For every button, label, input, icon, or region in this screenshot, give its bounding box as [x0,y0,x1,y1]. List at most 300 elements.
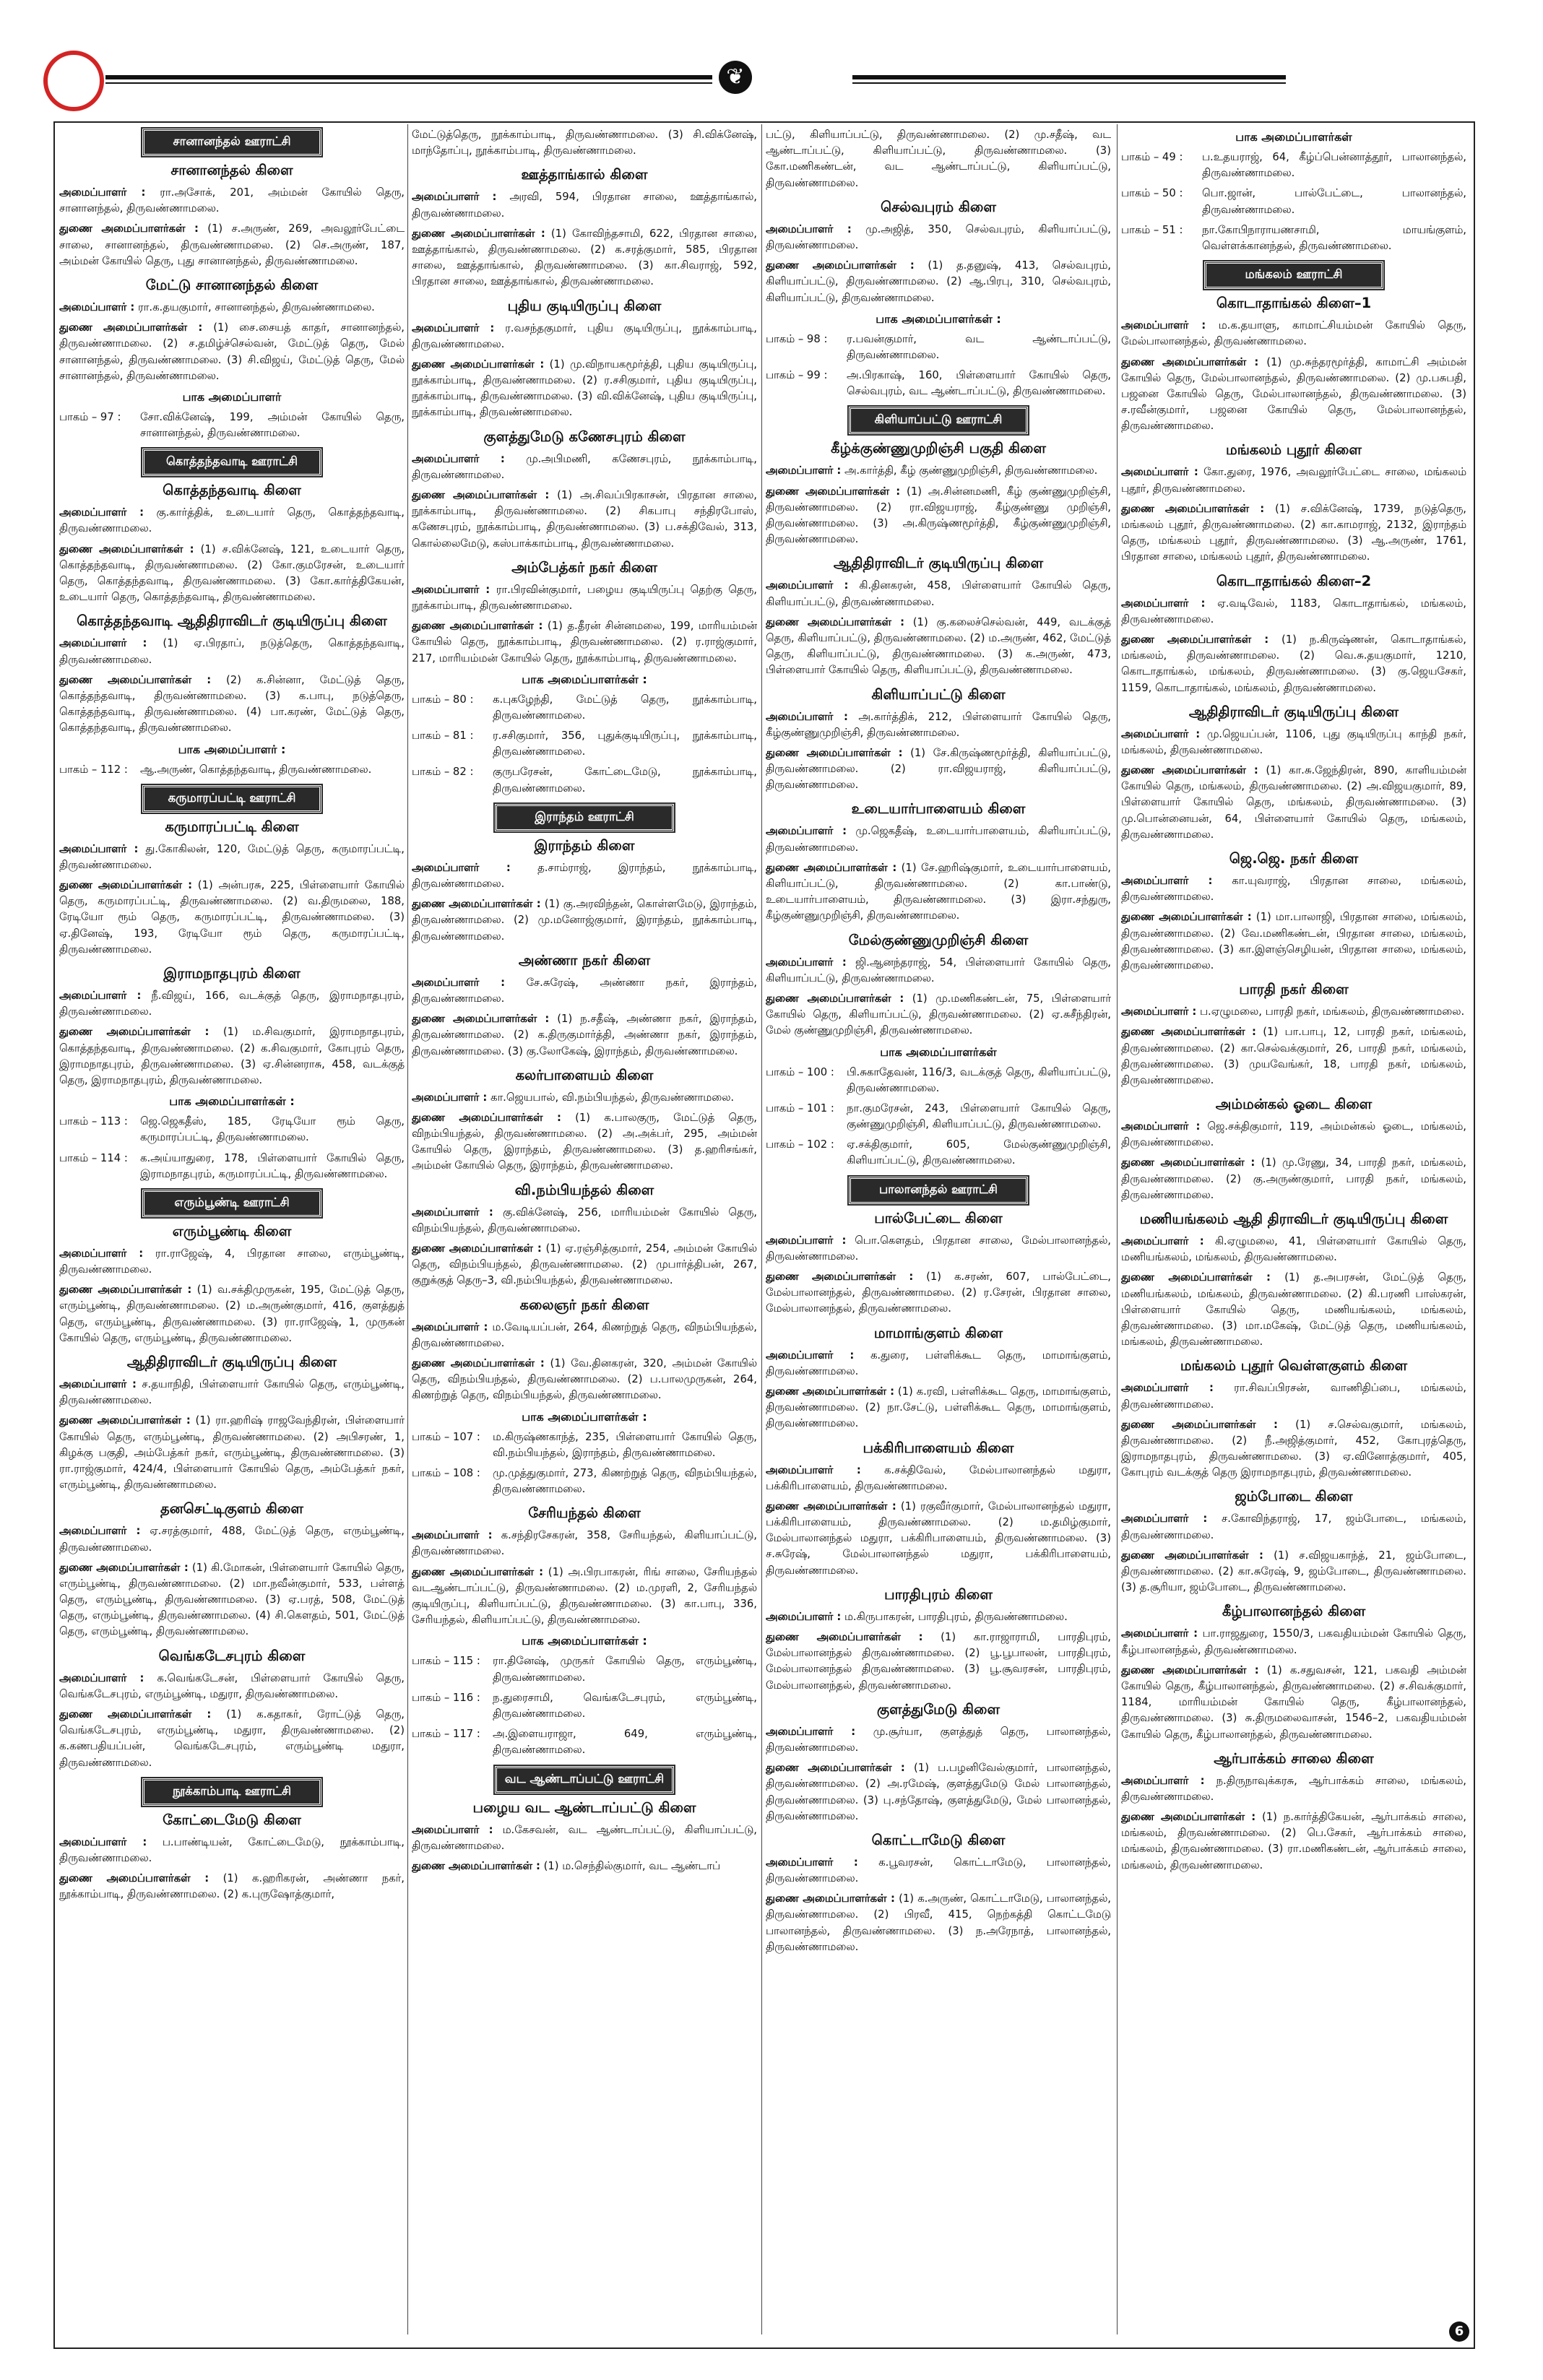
booth-number: பாகம் – 50 : [1121,187,1183,200]
booth-row [412,764,757,796]
deputy-organizers-label: துணை அமைப்பாளர்கள் : [1121,764,1258,777]
deputy-organizers-label: துணை அமைப்பாளர்கள் : [766,1631,923,1643]
masthead-rule-left-thin [105,82,712,84]
organizer-label: அமைப்பாளர் : [1121,1235,1204,1247]
deputy-organizers-label: துணை அமைப்பாளர்கள் : [1121,1156,1255,1169]
organizer-name: க.பூவரசன், கொட்டாமேடு, பாலானந்தல், திருவண்ணாமலை. [766,1856,1111,1885]
deputy-organizers-names: (1) வ.சக்திமுருகன், 195, மேட்டுத் தெரு, எரும்பூண்டி, திருவண்ணாமலை. (2) ம.அருண்குமார், 416, குளத்துத் தெரு, எரும்பூண்டி, திருவண்ணாமலை. (3) ரா.ராஜேஷ், 1, முருகன் கோயில் தெரு, எரும்பூண்டி, திருவண்ணாமலை. [59,1284,405,1344]
branch-title: அம்மன்கல் ஓடை கிளை [1215,1096,1373,1113]
branch-title: கொடாதாங்கல் கிளை–2 [1216,572,1372,589]
deputy-organizers-label: துணை அமைப்பாளர்கள் : [1121,633,1269,646]
booth-row [766,1101,1111,1133]
organizer-entry [766,1463,1111,1494]
branch-block [59,1500,405,1640]
booth-number: பாகம் – 113 : [59,1115,128,1128]
union-header: கருமாரப்பட்டி ஊராட்சி [142,785,321,813]
booth-number: பாகம் – 100 : [766,1065,834,1078]
branch-title: ஊத்தாங்கால் கிளை [521,166,648,183]
organizer-name: ரா.ராஜேஷ், 4, பிரதான சாலை, எரும்பூண்டி, திருவண்ணாமலை. [59,1247,405,1276]
organizer-entry [412,1205,757,1237]
deputy-organizers-entry [1121,1155,1466,1203]
organizer-label: அமைப்பாளர் : [59,186,146,199]
booth-row [412,692,757,724]
organizer-entry [59,841,405,873]
deputy-organizers-entry [766,127,1111,191]
branch-block [412,127,757,159]
booth-organizer: அ.இளையராஜா, 649, எரும்பூண்டி, திருவண்ணாமலை. [493,1728,757,1757]
branch-block [59,1812,405,1903]
branch-block [766,1440,1111,1579]
organizer-label: அமைப்பாளர் : [1121,1627,1198,1640]
organizer-entry [766,463,1111,479]
booth-organizers-title: பாக அமைப்பாளர்கள் : [522,672,647,686]
deputy-organizers-names: (1) ரா.ஹரிஷ் ராஜவேந்திரன், பிள்ளையார் கோயில் தெரு, எரும்பூண்டி, திருவண்ணாமலை. (2) அபிசரண், 1, கிழக்கு பகுதி, அம்பேத்கர் நகர், எரும்பூண்டி, திருவண்ணாமலை. (3) ரா.ராஜ்குமார், 424/4, பிள்ளையார் கோயில் தெரு, அம்பேத்கர் நகர், எரும்பூண்டி, திருவண்ணாமலை. [59,1414,405,1492]
deputy-organizers-entry [59,320,405,384]
organizer-label: அமைப்பாளர் : [766,1725,856,1738]
organizer-name: கி.தினகரன், 458, பிள்ளையார் கோயில் தெரு, கிளியாப்பட்டு, திருவண்ணாமலை. [766,579,1111,608]
branch-block [412,1505,757,1758]
deputy-organizers-entry [1121,909,1466,974]
organizer-label: அமைப்பாளர் : [59,506,144,519]
booth-row [1121,222,1466,254]
deputy-organizers-entry [766,1269,1111,1317]
deputy-organizers-entry [59,1413,405,1493]
deputy-organizers-names: (1) மு.ரேணு, 34, பாரதி நகர், மங்கலம், திருவண்ணாமலை. (2) கு.அருண்குமார், பாரதி நகர், மங்கலம், திருவண்ணாமலை. [1121,1156,1466,1201]
deputy-organizers-names: (1) கு.அரவிந்தன், கொள்ளமேடு, இராந்தம், திருவண்ணாமலை. (2) மு.மனோஜ்குமார், இராந்தம், நூக்காம்பாடி, திருவண்ணாமலை. [412,898,757,943]
booth-number: பாகம் – 108 : [412,1466,480,1479]
organizer-name: கா.ஜெயபால், வி.நம்பியந்தல், திருவண்ணாமலை. [490,1091,735,1104]
deputy-organizers-names: (1) ச.விக்னேஷ், 121, உடையார் தெரு, கொத்தந்தவாடி, திருவண்ணாமலை. (2) கோ.குமரேசன், உடையார் தெரு, கொத்தந்தவாடி, திருவண்ணாமலை. (3) கோ.கார்த்திகேயன், உடையார் தெரு, கொத்தந்தவாடி, திருவண்ணாமலை. [59,542,405,604]
booth-row [1121,150,1466,181]
branch-block [412,298,757,421]
branch-block [1121,441,1466,565]
organizer-name: கு.கார்த்திக், உடையார் தெரு, கொத்தந்தவாடி, திருவண்ணாமலை. [59,506,405,535]
deputy-organizers-names: (1) க.ஹரிகரன், அண்ணா நகர், நூக்காம்பாடி, திருவண்ணாமலை. (2) க.புருஷோத்குமார், [59,1872,405,1901]
booth-organizers-title: பாக அமைப்பாளர் [182,389,282,404]
deputy-organizers-label: துணை அமைப்பாளர்கள் : [412,1859,540,1872]
organizer-name: கோ.துரை, 1976, அவலூர்பேட்டை சாலை, மங்கலம் புதூர், திருவண்ணாமலை. [1121,466,1466,495]
deputy-organizers-names: (1) க.சதுவசன், 121, பகவதி அம்மன் கோயில் தெரு, கீழ்பாலானந்தல், திருவண்ணாமலை. (2) ச.சிவக்குமார், 1184, மாரியம்மன் கோயில் தெரு, கீழ்பாலானந்தல், திருவண்ணாமலை. (3) சு.திருமலைவாசன், 1546–2, பகவதியம்மன் கோயில் தெரு, கீழ்பாலானந்தல், திருவண்ணாமலை. [1121,1663,1466,1741]
deputy-organizers-entry [1121,1024,1466,1089]
union-section [412,127,757,797]
deputy-organizers-label: துணை அமைப்பாளர்கள் : [766,992,904,1005]
deputy-organizers-label: துணை அமைப்பாளர்கள் : [766,746,903,759]
branch-block [766,1832,1111,1955]
deputy-organizers-entry [412,1565,757,1629]
organizer-label: அமைப்பாளர் : [1121,319,1206,332]
organizer-name: ஜெ.சக்திகுமார், 119, அம்மன்கல் ஓடை, மங்கலம், திருவண்ணாமலை. [1121,1120,1466,1149]
deputy-organizers-names: (1) ந.கிருஷ்ணன், கொடாதாங்கல், மங்கலம், திருவண்ணாமலை. (2) வெ.சு.தயகுமார், 1210, கொடாதாங்கல், மங்கலம், திருவண்ணாமலை. (3) கு.ஜெயசேகர், 1159, கொடாதாங்கல், மங்கலம், திருவண்ணாமலை. [1121,633,1466,694]
organizer-entry [59,1835,405,1866]
deputy-organizers-entry [1121,1548,1466,1596]
booth-number: பாகம் – 49 : [1121,151,1183,163]
organizer-name: து.கோகிலன், 120, மேட்டுத் தெரு, கருமாரப்பட்டி, திருவண்ணாமலை. [59,842,405,871]
deputy-organizers-entry [59,1707,405,1771]
deputy-organizers-entry [1121,1417,1466,1481]
organizer-label: அமைப்பாளர் : [766,579,849,592]
deputy-organizers-entry [766,1891,1111,1955]
deputy-organizers-label: துணை அமைப்பாளர்கள் : [412,489,550,501]
organizer-label: அமைப்பாளர் : [59,637,147,650]
organizer-entry [766,222,1111,254]
organizer-label: அமைப்பாளர் : [59,1525,141,1538]
deputy-organizers-entry [59,1560,405,1640]
deputy-organizers-entry [412,1356,757,1404]
booth-organizer: பொ.ஜான், பால்பேட்டை, பாலானந்தல், திருவண்ணாமலை. [1202,187,1466,216]
branch-block [766,1586,1111,1694]
organizer-entry [1121,596,1466,628]
organizer-label: அமைப்பாளர் : [1121,1382,1214,1395]
booth-organizers-title: பாக அமைப்பாளர்கள் : [522,1634,647,1648]
organizer-label: அமைப்பாளர் : [59,1247,144,1260]
deputy-organizers-entry [766,258,1111,306]
deputy-organizers-label: துணை அமைப்பாளர்கள் : [1121,1026,1256,1039]
branch-title: ஆதிதிராவிடர் குடியிருப்பு கிளை [126,1354,337,1370]
deputy-organizers-entry [412,357,757,421]
deputy-organizers-label: துணை அமைப்பாளர்கள் : [766,1271,914,1283]
organizer-entry [1121,1511,1466,1543]
organizer-entry [412,860,757,892]
organizer-label: அமைப்பாளர் : [59,1378,137,1390]
deputy-organizers-names: (1) அ.சிவப்பிரகாசன், பிரதான சாலை, நூக்காம்பாடி, திருவண்ணாமலை. (2) சிகபாபு சந்திரபோஸ், கணேசபுரம், நூக்காம்பாடி, திருவண்ணாமலை. (3) ப.சக்திவேல், 313, கொல்லைமேடு, கஸ்பாக்காம்பாடி, திருவண்ணாமலை. [412,489,757,550]
deputy-organizers-names: (1) ச.அருண், 269, அவலூர்பேட்டை சாலை, சானானந்தல், திருவண்ணாமலை. (2) செ.அருண், 187, அம்மன் கோயில் தெரு, புது சானானந்தல், திருவண்ணாமலை. [59,222,405,267]
organizer-name: க.சக்திவேல், மேல்பாலானந்தல் மதுரா, பக்கிரிபாளையம், திருவண்ணாமலை. [766,1463,1111,1492]
branch-title: சானானந்தல் கிளை [170,162,293,178]
branch-title: கொத்தந்தவாடி ஆதிதிராவிடர் குடியிருப்பு கிளை [77,613,387,630]
organizer-label: அமைப்பாளர் : [766,464,842,477]
deputy-organizers-entry [766,745,1111,794]
organizer-label: அமைப்பாளர் : [1121,1120,1201,1133]
branch-title: செல்வபுரம் கிளை [881,198,996,215]
deputy-organizers-names: (1) க.ரவி, பள்ளிக்கூட தெரு, மாமாங்குளம், திருவண்ணாமலை. (2) நா.சேட்டு, பள்ளிக்கூட தெரு, மாமாங்குளம், திருவண்ணாமலை. [766,1385,1111,1430]
branch-title: இராந்தம் கிளை [534,836,635,854]
organizer-entry [412,321,757,352]
deputy-organizers-names: (1) அ.சின்னமணி, கீழ் குண்ணுமுறிஞ்சி, திருவண்ணாமலை. (2) ரா.விஜயராஜ், கீழ்குண்ணு முறிஞ்சி, திருவண்ணாமலை. (3) அ.கிருஷ்ணமூர்த்தி, கீழ்குண்ணுமுறிஞ்சி, திருவண்ணாமலை. [766,485,1111,546]
deputy-organizers-entry [412,1241,757,1289]
organizer-name: அ.கார்த்தி, கீழ் குண்ணுமுறிஞ்சி, திருவண்ணாமலை. [844,464,1098,477]
deputy-organizers-label: துணை அமைப்பாளர்கள் : [59,542,194,555]
branch-block [59,613,405,777]
branch-title: ஜெ.ஜெ. நகர் கிளை [1229,850,1359,867]
organizer-entry [1121,873,1466,905]
branch-title: கிளியாப்பட்டு கிளை [871,685,1006,703]
branch-block [1121,1603,1466,1742]
organizer-name: ச.கோவிந்தராஜ், 17, ஜம்போடை, மங்கலம், திருவண்ணாமலை. [1121,1513,1466,1541]
deputy-organizers-entry [1121,355,1466,435]
deputy-organizers-names: (1) ச.விஜயகாந்த், 21, ஜம்போடை, திருவண்ணாமலை. (2) கா.சுரேஷ், 9, ஜம்போடை, திருவண்ணாமலை. (3) த.சூரியா, ஜம்போடை, திருவண்ணாமலை. [1121,1549,1466,1594]
deputy-organizers-label: துணை அமைப்பாளர்கள் : [412,1111,561,1124]
branch-block [1121,1357,1466,1481]
branch-title: கோட்டைமேடு கிளை [163,1811,301,1828]
union-section [412,1766,757,1875]
branch-title: ஆதிதிராவிடர் குடியிருப்பு கிளை [833,555,1044,572]
organizer-name: ம.வேடியப்பன், 264, கிணற்றுத் தெரு, விநம்பியந்தல், திருவண்ணாமலை. [412,1320,757,1349]
deputy-organizers-label: துணை அமைப்பாளர்கள் : [1121,355,1259,368]
organizer-label: அமைப்பாளர் : [766,825,847,838]
organizer-entry [766,709,1111,741]
column-2 [412,124,757,2334]
organizer-entry [766,1855,1111,1887]
deputy-organizers-names: (1) கா.ராஜாராமி, பாரதிபுரம், மேல்பாலானந்தல் திருவண்ணாமலை. (2) பூ.பூபாலன், பாரதிபுரம், மேல்பாலானந்தல் திருவண்ணாமலை. (3) பூ.சூவரசன், பாரதிபுரம், மேல்பாலானந்தல், திருவண்ணாமலை. [766,1631,1111,1692]
masthead-rule-left [105,75,712,79]
column-3 [766,124,1111,2334]
booth-row [412,1429,757,1461]
organizer-entry [412,1822,757,1854]
organizer-entry [412,451,757,483]
organizer-label: அமைப்பாளர் : [412,1529,493,1542]
deputy-organizers-names: (1) க.சரண், 607, பால்பேட்டை, மேல்பாலானந்தல், திருவண்ணாமலை. (2) ர.சேரன், பிரதான சாலை, மேல்பாலானந்தல், திருவண்ணாமலை. [766,1271,1111,1315]
booth-organizers-title: பாக அமைப்பாளர்கள் [880,1044,997,1059]
branch-title: கருமாரப்பட்டி கிளை [165,818,299,835]
branch-title: மங்கலம் புதூர் கிளை [1226,441,1362,459]
deputy-organizers-names: (1) மா.பாலாஜி, பிரதான சாலை, மங்கலம், திருவண்ணாமலை. (2) வே.மணிகண்டன், பிரதான சாலை, மங்கலம், திருவண்ணாமலை. (3) கா.இளஞ்செழியன், பிரதான சாலை, மங்கலம், திருவண்ணாமலை. [1121,911,1466,972]
branch-title: கீழ்க்குண்ணுமுறிஞ்சி பகுதி கிளை [831,440,1046,457]
deputy-organizers-names: (1) க.பாலகுரு, மேட்டுத் தெரு, விநம்பியந்தல், திருவண்ணாமலை. (2) அ.அக்பர், 295, அம்மன் கோயில் தெரு, இராந்தம், திருவண்ணாமலை. (3) த.ஹரிசங்கர், அம்மன் கோயில் தெரு, இராந்தம், திருவண்ணாமலை. [412,1111,757,1172]
branch-block [59,482,405,605]
deputy-organizers-label: துணை அமைப்பாளர்கள் : [412,1242,542,1255]
organizer-label: அமைப்பாளர் : [766,1234,847,1247]
deputy-organizers-names: (1) மு.மணிகண்டன், 75, பிள்ளையார் கோயில் தெரு, கிளியாப்பட்டு, திருவண்ணாமலை. (2) ஏ.சுசீந்திரன், மேல் குண்ணுமுறிஞ்சி, திருவண்ணாமலை. [766,992,1111,1037]
deputy-organizers-entry [59,1871,405,1903]
union-section [59,785,405,1182]
deputy-organizers-entry [766,1499,1111,1579]
booth-row [766,1065,1111,1096]
union-section [59,1778,405,1903]
deputy-organizers-label: துணை அமைப்பாளர்கள் : [59,321,203,334]
organizer-entry [766,955,1111,987]
union-header: கிளியாப்பட்டு ஊராட்சி [849,407,1028,434]
organizer-name: ர.வசந்தகுமார், புதிய குடியிருப்பு, நூக்காம்பாடி, திருவண்ணாமலை. [412,321,757,350]
masthead-rule-right-thin [852,82,1286,84]
branch-block [412,166,757,290]
booth-row [59,1151,405,1182]
organizer-label: அமைப்பாளர் : [766,710,848,723]
deputy-organizers-names: (1) சே.கிருஷ்ணமூர்த்தி, கிளியாப்பட்டு, திருவண்ணாமலை. (2) ரா.விஜயராஜ், கிளியாப்பட்டு, திருவண்ணாமலை. [766,746,1111,792]
booth-row [412,1726,757,1758]
deputy-organizers-entry [766,1630,1111,1694]
union-header: வட ஆண்டாப்பட்டு ஊராட்சி [495,1766,674,1793]
organizer-entry [59,505,405,537]
deputy-organizers-names: (1) அ.பிரபாகரன், ரிங் சாலை, சேரியந்தல் வடஆண்டாப்பட்டு, திருவண்ணாமலை. (2) ம.முரளி, 2, சேரியந்தல் குடியிருப்பு, கிளியாப்பட்டு, திருவண்ணாமலை. (3) கா.பாபு, 336, சேரியந்தல், கிளியாப்பட்டு, திருவண்ணாமலை. [412,1565,757,1627]
booth-row [59,1114,405,1146]
booth-organizer: மு.முத்துகுமார், 273, கிணற்றுத் தெரு, விநம்பியந்தல், திருவண்ணாமலை. [493,1466,757,1496]
booth-number: பாகம் – 81 : [412,730,474,743]
deputy-organizers-names: பட்டு, கிளியாப்பட்டு, திருவண்ணாமலை. (2) மு.சதீஷ், வட ஆண்டாப்பட்டு, கிளியாப்பட்டு, திருவண்ணாமலை. (3) கோ.மணிகண்டன், வட ஆண்டாப்பட்டு, கிளியாப்பட்டு, திருவண்ணாமலை. [766,129,1111,189]
deputy-organizers-label: துணை அமைப்பாளர்கள் : [59,1284,192,1297]
branch-title: குளத்துமேடு கணேசபுரம் கிளை [483,428,686,445]
branch-block [1121,704,1466,843]
branch-block [1121,1488,1466,1596]
deputy-organizers-entry [766,484,1111,548]
organizer-label: அமைப்பாளர் : [59,300,135,313]
organizer-entry [766,1348,1111,1380]
branch-block [59,1648,405,1771]
deputy-organizers-label: துணை அமைப்பாளர்கள் : [412,1013,550,1026]
deputy-organizers-names: (1) க.அருண், கொட்டாமேடு, பாலானந்தல், திருவண்ணாமலை. (2) பிரவீ, 415, நெற்கத்தி கொட்டமேடு பாலானந்தல், திருவண்ணாமலை. (3) ந.அரேநாத், பாலானந்தல், திருவண்ணாமலை. [766,1892,1111,1953]
deputy-organizers-names: (1) ப.பழனிவேல்குமார், பாலானந்தல், திருவண்ணாமலை. (2) அ.ரமேஷ், குளத்துமேடு மேல் பாலானந்தல், திருவண்ணாமலை. (3) பு.சந்தோஷ், குளத்துமேடு, மேல் பாலானந்தல், திருவண்ணாமலை. [766,1762,1111,1822]
organizer-label: அமைப்பாளர் : [766,1349,855,1362]
masthead-rule-right [852,75,1286,79]
organizer-entry [59,185,405,217]
deputy-organizers-label: துணை அமைப்பாளர்கள் : [59,1708,212,1721]
organizer-label: அமைப்பாளர் : [1121,875,1213,887]
deputy-organizers-entry [766,615,1111,679]
union-section [59,449,405,777]
branch-title: கலர்பாளையம் கிளை [515,1066,654,1083]
deputy-organizers-names: (1) பா.பாபு, 12, பாரதி நகர், மங்கலம், திருவண்ணாமலை. (2) கா.செல்வக்குமார், 26, பாரதி நகர், மங்கலம், திருவண்ணாமலை. (3) முயவேங்கர், 18, பாரதி நகர், மங்கலம், திருவண்ணாமலை. [1121,1026,1466,1086]
deputy-organizers-label: துணை அமைப்பாளர்கள் : [412,620,543,633]
organizer-entry [766,1233,1111,1265]
deputy-organizers-label: துணை அமைப்பாளர்கள் : [766,1762,905,1775]
branch-title: கொடாதாங்கல் கிளை–1 [1216,295,1372,312]
organizer-entry [766,578,1111,610]
deputy-organizers-entry [59,672,405,737]
branch-block [59,818,405,958]
branch-title: பாரதிபுரம் கிளை [884,1585,993,1603]
union-header: எரும்பூண்டி ஊராட்சி [142,1190,321,1217]
deputy-organizers-names: (1) த.தனுஷ், 413, செல்வபுரம், கிளியாப்பட்டு, திருவண்ணாமலை. (2) ஆ.பிரபு, 310, செல்வபுரம், கிளியாப்பட்டு, திருவண்ணாமலை. [766,259,1111,304]
branch-block [1121,981,1466,1089]
deputy-organizers-names: (1) த.அபரசன், மேட்டுத் தெரு, மணியங்கலம், மங்கலம், திருவண்ணாமலை. (2) கி.பரணி பாஸ்கரன், பிள்ளையார் கோயில் தெரு, மணியங்கலம், மங்கலம், திருவண்ணாமலை. (3) மா.மகேஷ், மேட்டுத் தெரு, மணியங்கலம், மங்கலம், திருவண்ணாமலை. [1121,1271,1466,1349]
deputy-organizers-label: துணை அமைப்பாளர்கள் : [59,1561,189,1574]
organizer-label: அமைப்பாளர் : [59,1671,144,1684]
organizer-label: அமைப்பாளர் : [412,1091,488,1104]
branch-block [59,277,405,441]
branch-block [1121,295,1466,434]
branch-title: மங்கலம் புதூர் வெள்ளகுளம் கிளை [1180,1357,1408,1375]
red-circle-logo [43,51,104,111]
branch-block [59,1354,405,1493]
branch-block [766,555,1111,678]
deputy-organizers-entry [1121,1809,1466,1874]
organizer-entry [412,1528,757,1559]
union-header: நூக்காம்பாடி ஊராட்சி [142,1778,321,1806]
deputy-organizers-entry [412,618,757,667]
emblem-icon: ❦ [719,61,752,94]
organizer-entry [1121,1773,1466,1805]
deputy-organizers-names: (1) ச.செல்வகுமார், மங்கலம், திருவண்ணாமலை. (2) நீ.அஜித்குமார், 452, கோபுரத்தெரு, இராமநாதபுரம், திருவண்ணாமலை. (3) ஏ.வினோத்குமார், 405, கோபுரம் வடக்குத் தெரு இராமநாதபுரம், திருவண்ணாமலை. [1121,1418,1466,1479]
booth-number: பாகம் – 51 : [1121,223,1183,236]
deputy-organizers-label: துணை அமைப்பாளர்கள் : [766,259,915,272]
union-section [59,129,405,441]
column-divider [761,124,762,2334]
organizer-label: அமைப்பாளர் : [1121,466,1198,479]
deputy-organizers-label: துணை அமைப்பாளர்கள் : [766,485,901,498]
union-section [766,1177,1111,1955]
deputy-organizers-label: துணை அமைப்பாளர்கள் : [1121,1811,1256,1824]
organizer-label: அமைப்பாளர் : [59,842,139,855]
booth-row [766,368,1111,399]
branch-block [1121,850,1466,974]
organizer-name: ம.க.தயாளு, காமாட்சியம்மன் கோயில் தெரு, மேல்பாலானந்தல், திருவண்ணாமலை. [1121,319,1466,348]
booth-organizer: ம.கிருஷ்ணகாந்த், 235, பிள்ளையார் கோயில் தெரு, வி.நம்பியந்தல், இராந்தம், திருவண்ணாமலை. [493,1430,757,1459]
deputy-organizers-entry [1121,632,1466,696]
organizer-entry [1121,727,1466,758]
union-section [766,407,1111,1169]
organizer-name: ப.ஏழுமலை, பாரதி நகர், மங்கலம், திருவண்ணாமலை. [1199,1005,1465,1018]
organizer-name: ஜி.ஆனந்தராஜ், 54, பிள்ளையார் கோயில் தெரு, கிளியாப்பட்டு, திருவண்ணாமலை. [766,956,1111,985]
masthead [43,45,1488,124]
booth-organizer: ப.உதயராஜ், 64, கீழ்ப்பென்னாத்தூர், பாலானந்தல், திருவண்ணாமலை. [1202,151,1466,180]
branch-block [412,1182,757,1289]
deputy-organizers-label: துணை அமைப்பாளர்கள் : [412,1356,545,1369]
organizer-name: மு.சூர்யா, குளத்துத் தெரு, பாலானந்தல், திருவண்ணாமலை. [766,1725,1111,1754]
branch-block [59,965,405,1182]
branch-title: புதிய குடியிருப்பு கிளை [507,297,662,314]
booth-number: பாகம் – 82 : [412,766,474,779]
organizer-name: ப.பாண்டியன், கோட்டைமேடு, நூக்காம்பாடி, திருவண்ணாமலை. [59,1835,405,1864]
deputy-organizers-label: துணை அமைப்பாளர்கள் : [412,898,541,911]
booth-row [766,332,1111,363]
column-divider [1117,124,1118,2334]
deputy-organizers-names: (1) க.கதாகர், ரோட்டுத் தெரு, வெங்கடேசபுரம், எரும்பூண்டி, மதுரா, திருவண்ணாமலை. (2) க.கணபதியப்பன், வெங்கடேசபுரம், எரும்பூண்டி மதுரா, திருவண்ணாமலை. [59,1708,405,1769]
booth-row [412,728,757,760]
deputy-organizers-entry [412,1011,757,1060]
booth-organizers-title: பாக அமைப்பாளர்கள் [1235,130,1352,144]
branch-block [1121,1096,1466,1203]
booth-organizer: குருபரேசன், கோட்டைமேடு, நூக்காம்பாடி, திருவண்ணாமலை. [493,766,757,795]
organizer-label: அமைப்பாளர் : [412,583,490,596]
booth-organizer: ஜெ.ஜெகதீஸ், 185, ரேடியோ ரூம் தெரு, கருமாரப்பட்டி, திருவண்ணாமலை. [140,1115,405,1144]
organizer-name: அ.கார்த்திக், 212, பிள்ளையார் கோயில் தெரு, கீழ்குண்ணுமுறிஞ்சி, திருவண்ணாமலை. [766,710,1111,739]
booth-row [412,1653,757,1685]
deputy-organizers-label: துணை அமைப்பாளர்கள் : [59,1026,209,1039]
branch-title: பக்கிரிபாளையம் கிளை [863,1439,1014,1456]
branch-block [412,428,757,552]
branch-block [1121,573,1466,696]
organizer-name: மு.ஜெகதீஷ், உடையார்பாளையம், கிளியாப்பட்டு, திருவண்ணாமலை. [766,825,1111,854]
organizer-entry [412,1320,757,1351]
branch-title: பழைய வட ஆண்டாப்பட்டு கிளை [472,1799,696,1816]
branch-block [766,1325,1111,1432]
organizer-label: அமைப்பாளர் : [412,191,497,204]
branch-block [766,1210,1111,1317]
deputy-organizers-names: (1) ஏ.ரஞ்சித்குமார், 254, அம்மன் கோயில் தெரு, விநம்பியந்தல், திருவண்ணாமலை. (2) முபார்த்திபன், 267, குறுக்குத் தெரு–3, வி.நம்பியந்தல், திருவண்ணாமலை. [412,1242,757,1287]
deputy-organizers-label: துணை அமைப்பாளர்கள் : [59,1872,209,1885]
branch-block [1121,1750,1466,1874]
booth-number: பாகம் – 97 : [59,410,121,423]
organizer-name: க.துரை, பள்ளிக்கூட தெரு, மாமாங்குளம், திருவண்ணாமலை. [766,1349,1111,1377]
booth-organizers-title: பாக அமைப்பாளர்கள் : [876,311,1001,326]
deputy-organizers-entry [59,878,405,958]
branch-block [766,932,1111,1169]
booth-row [766,1137,1111,1169]
column-4 [1121,124,1466,2334]
branch-block [59,162,405,269]
booth-organizer: ர.சசிகுமார், 356, புதுக்குடியிருப்பு, நூக்காம்பாடி, திருவண்ணாமலை. [493,730,757,758]
organizer-label: அமைப்பாளர் : [59,990,142,1002]
organizer-entry [412,189,757,221]
deputy-organizers-entry [766,860,1111,925]
branch-title: பாரதி நகர் கிளை [1239,981,1349,998]
booth-row [59,762,405,778]
organizer-name: கா.யுவராஜ், பிரதான சாலை, மங்கலம், திருவண்ணாமலை. [1121,875,1466,904]
booth-row [59,410,405,441]
branch-block [412,837,757,945]
organizer-label: அமைப்பாளர் : [412,1206,493,1219]
page-number: 6 [1449,2321,1469,2342]
booth-number: பாகம் – 102 : [766,1138,834,1151]
booth-number: பாகம் – 98 : [766,332,828,345]
branch-title: இராமநாதபுரம் கிளை [163,965,301,982]
organizer-label: அமைப்பாளர் : [1121,1774,1205,1787]
deputy-organizers-entry [766,991,1111,1039]
organizer-name: ரா.பிரவின்குமார், பழைய குடியிருப்பு தெற்கு தெரு, நூக்காம்பாடி, திருவண்ணாமலை. [412,583,757,612]
organizer-name: சே.சுரேஷ், அண்ணா நகர், இராந்தம், திருவண்ணாமலை. [412,976,757,1005]
booth-organizer: ந.துரைசாமி, வெங்கடேசபுரம், எரும்பூண்டி, திருவண்ணாமலை. [493,1691,757,1720]
organizer-entry [1121,318,1466,350]
booth-number: பாகம் – 107 : [412,1430,480,1443]
